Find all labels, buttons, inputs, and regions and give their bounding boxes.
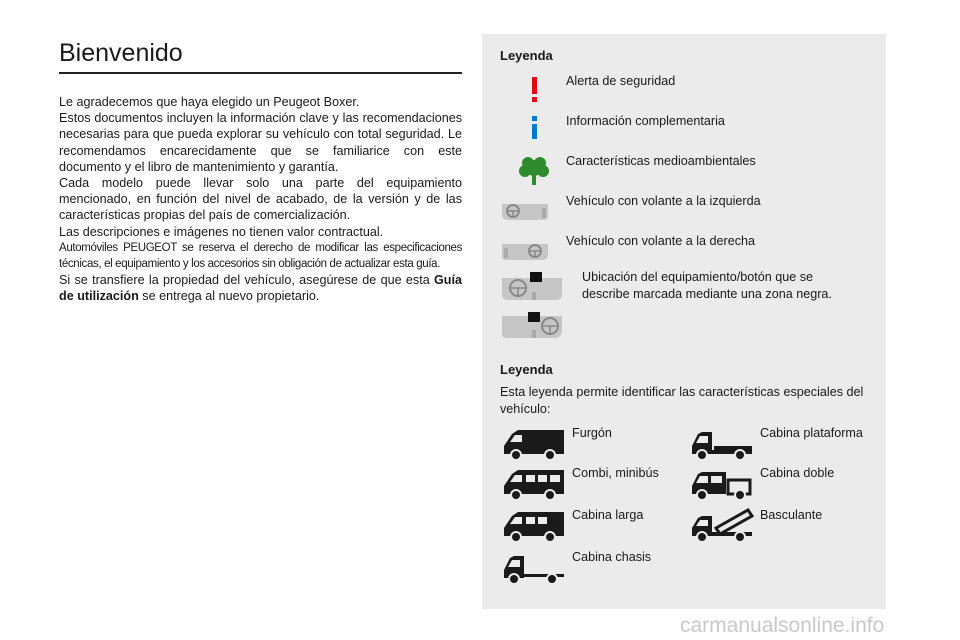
text-segment: se entrega al nuevo propietario.: [138, 289, 320, 304]
vehicle-label: Cabina larga: [572, 508, 644, 522]
legend-panel: [482, 34, 886, 609]
page-title: Bienvenido: [59, 39, 183, 67]
legend-title: Leyenda: [500, 48, 553, 63]
legend-label: Alerta de seguridad: [566, 74, 676, 88]
vehicle-label: Furgón: [572, 426, 612, 440]
vehicle-label: Cabina plataforma: [760, 426, 863, 440]
tree-icon: [500, 154, 556, 190]
minibus-icon: [502, 466, 568, 506]
chassis-cab-icon: [502, 550, 568, 590]
exclamation-icon: [500, 74, 556, 110]
vehicle-legend-description: Esta leyenda permite identificar las características especiales del vehículo:: [500, 385, 864, 416]
legend-label: Características medioambientales: [566, 154, 756, 168]
tipper-icon: [690, 508, 756, 548]
steering-wheel-left-icon: [500, 194, 556, 230]
watermark: carmanualsonline.info: [680, 614, 885, 637]
legend-label: Vehículo con volante a la izquierda: [566, 194, 761, 208]
steering-wheel-right-icon: [500, 234, 556, 270]
dashboard-location-left-icon: [500, 270, 570, 306]
paragraph: Cada modelo puede llevar solo una parte del equipamiento mencionado, en función del nivel de acabado, de la versión y de las características propias del país de comercialización.: [59, 176, 462, 223]
location-description: Ubicación del equipamiento/botón que se describe marcada mediante una zona negra.: [582, 270, 832, 301]
title-divider: [59, 72, 462, 74]
paragraph: Automóviles PEUGEOT se reserva el derecho de modificar las especificaciones técnicas, el equipamiento y los accesorios sin obligación de actualizar esta guía.: [59, 241, 462, 271]
vehicle-label: Basculante: [760, 508, 823, 522]
platform-cab-icon: [690, 426, 756, 466]
info-icon: [500, 114, 556, 150]
vehicle-legend-title: Leyenda: [500, 362, 553, 377]
long-cab-icon: [502, 508, 568, 548]
vehicle-label: Cabina chasis: [572, 550, 652, 564]
double-cab-icon: [690, 466, 756, 506]
vehicle-label: Cabina doble: [760, 466, 835, 480]
text-segment: Si se transfiere la propiedad del vehículo, asegúrese de que esta: [59, 273, 434, 288]
paragraph: Las descripciones e imágenes no tienen valor contractual.: [59, 224, 384, 239]
legend-label: Vehículo con volante a la derecha: [566, 234, 756, 248]
guide-name-bold: Guía de utilización: [59, 273, 462, 304]
dashboard-location-right-icon: [500, 308, 570, 344]
legend-label: Información complementaria: [566, 114, 725, 128]
paragraph: [59, 272, 462, 304]
van-icon: [502, 426, 568, 466]
paragraph: Estos documentos incluyen la información clave y las recomendaciones necesarias para que pueda explorar su vehículo con total seguridad. Le recomendamos encarecidamente que se familiarice con este documento y el libro de mantenimiento y garantía.: [59, 111, 462, 174]
paragraph: Le agradecemos que haya elegido un Peugeot Boxer.: [59, 95, 360, 109]
intro-text: [59, 94, 462, 305]
vehicle-label: Combi, minibús: [572, 466, 659, 480]
left-column: [59, 38, 462, 305]
